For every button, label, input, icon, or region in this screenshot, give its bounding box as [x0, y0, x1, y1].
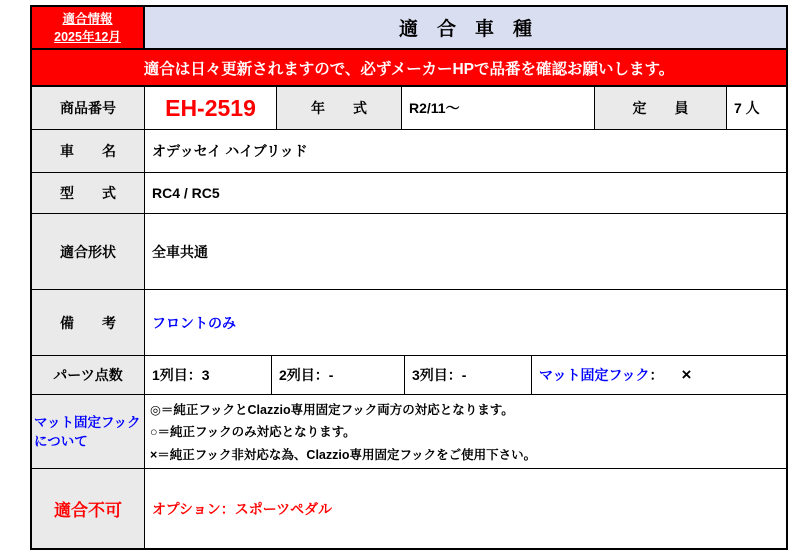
- incompatible-row: [32, 469, 786, 548]
- year-label: 年 式: [277, 87, 402, 129]
- hook-note-circle: ○＝純正フックのみ対応となります。: [150, 425, 356, 440]
- car-name-label: 車 名: [32, 130, 145, 172]
- hook-note-cross: ×＝純正フック非対応な為、Clazzio専用固定フックをご使用下さい。: [150, 447, 537, 462]
- fitment-info-date: 2025年12月: [54, 29, 121, 44]
- notice-banner-row: [32, 50, 786, 87]
- fit-shape-value: 全車共通: [145, 214, 786, 289]
- product-number-value: EH-2519: [145, 87, 277, 129]
- fitment-info-label: 適合情報: [62, 11, 113, 26]
- mat-hook-value: ×: [681, 365, 692, 384]
- parts-row2: 2列目：-: [272, 356, 405, 394]
- year-value: R2/11～: [402, 87, 595, 129]
- incompatible-value: オプション：スポーツペダル: [145, 469, 786, 548]
- mat-hook-separator: ：: [649, 367, 664, 383]
- product-number-label: 商品番号: [32, 87, 145, 129]
- remarks-label: 備 考: [32, 290, 145, 355]
- notice-banner: 適合は日々更新されますので、必ずメーカーHPで品番を確認お願いします。: [32, 50, 786, 85]
- parts-count-row: [32, 356, 786, 395]
- model-value: RC4 / RC5: [145, 173, 786, 213]
- hook-info-label: マット固定フック について: [32, 395, 145, 468]
- remarks-row: [32, 290, 786, 356]
- incompatible-label: 適合不可: [32, 469, 145, 548]
- header-row: [32, 7, 786, 50]
- car-name-value: オデッセイ ハイブリッド: [145, 130, 786, 172]
- fit-shape-row: [32, 214, 786, 290]
- parts-row3: 3列目：-: [405, 356, 532, 394]
- car-name-row: [32, 130, 786, 173]
- fitment-sheet: [30, 5, 788, 550]
- parts-row1: 1列目：3: [145, 356, 272, 394]
- fitment-info-box: [32, 7, 145, 48]
- model-row: [32, 173, 786, 214]
- capacity-label: 定 員: [595, 87, 727, 129]
- hook-info-row: [32, 395, 786, 469]
- hook-info-notes: [145, 395, 786, 468]
- remarks-value: フロントのみ: [145, 290, 786, 355]
- hook-note-double-circle: ◎＝純正フックとClazzio専用固定フック両方の対応となります。: [150, 403, 514, 418]
- product-row: [32, 87, 786, 130]
- mat-hook-label: マット固定フック: [539, 367, 650, 383]
- fit-shape-label: 適合形状: [32, 214, 145, 289]
- parts-count-label: パーツ点数: [32, 356, 145, 394]
- capacity-value: 7 人: [727, 87, 786, 129]
- model-label: 型 式: [32, 173, 145, 213]
- page-title: 適 合 車 種: [145, 7, 786, 48]
- mat-hook-cell: [532, 356, 786, 394]
